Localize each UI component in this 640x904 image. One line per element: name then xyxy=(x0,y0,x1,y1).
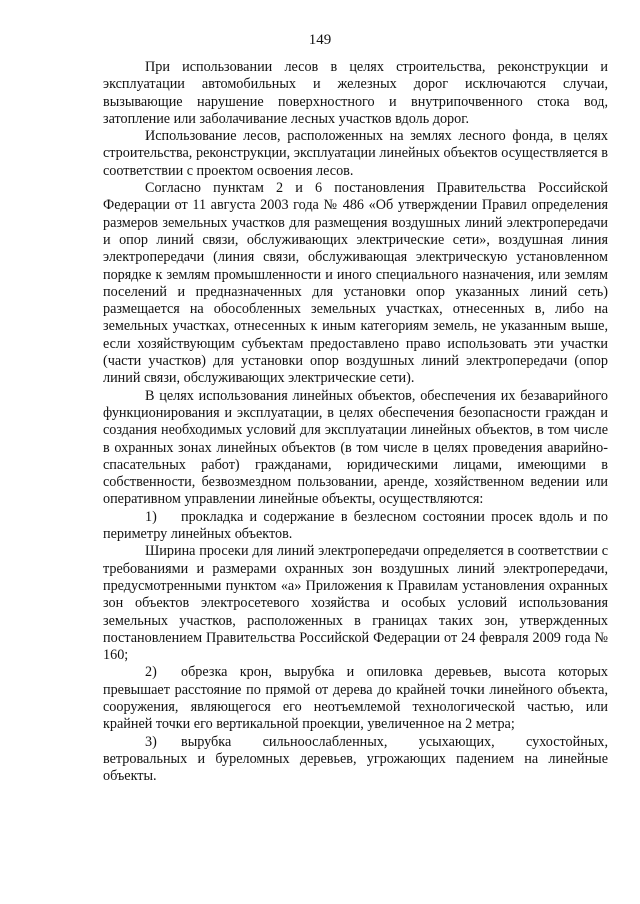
paragraph: Ширина просеки для линий электропередачи определяется в соответствии с требованиями и размерами охранных зон воздушных линий электропередачи, предусмотренными пунктом «а» Приложения к Правилам установления охранных зон объектов электросетевого хозяйства и особых условий использования земельных участков, расположенных в границах таких зон, утвержденных постановлением Правительства Российской Федерации от 24 февраля 2009 года № 160; xyxy=(103,543,608,664)
list-item xyxy=(103,734,608,786)
page-number: 149 xyxy=(308,32,332,48)
list-item-number: 1) xyxy=(145,508,157,525)
list-item xyxy=(103,664,608,733)
list-item-text: прокладка и содержание в безлесном состоянии просек вдоль и по периметру линейных объектов. xyxy=(103,508,608,543)
list-item-text: обрезка крон, вырубка и опиловка деревьев, высота которых превышает расстояние по прямой от дерева до крайней точки линейного объекта, сооружения, являющегося его неотъемлемой технологической частью, или крайней точки его вертикальной проекции, увеличенное на 2 метра; xyxy=(103,664,608,733)
paragraph: Согласно пунктам 2 и 6 постановления Правительства Российской Федерации от 11 августа 2003 года № 486 «Об утверждении Правил определения размеров земельных участков для размещения воздушных линий электропередачи и опор линий связи, обслуживающих электрические сети», воздушная линия электропередачи (линия связи, обслуживающая электрическую установленном порядке к землям промышленности и иного специального назначения, или землям поселений и предназначенных для установки опор указанных линий сеть) размещается на обособленных земельных участках, отнесенных в, либо на земельных участках, отнесенных к иным категориям земель, не указанным выше, если хозяйствующим субъектам предоставлено право использовать эти участки (части участков) для установки опор воздушных линий электропередачи (опор линий связи, обслуживающих электрические сети). xyxy=(103,180,608,387)
paragraph: В целях использования линейных объектов, обеспечения их безаварийного функционирования и эксплуатации, в целях обеспечения безопасности граждан и создания необходимых условий для эксплуатации линейных объектов, в том числе в охранных зонах линейных объектов (в том числе в целях проведения аварийно-спасательных работ) гражданами, юридическими лицами, имеющими в собственности, безвозмездном пользовании, аренде, хозяйственном ведении или оперативном управлении линейные объекты, осуществляются: xyxy=(103,387,608,508)
paragraph: При использовании лесов в целях строительства, реконструкции и эксплуатации автомобильных и железных дорог исключаются случаи, вызывающие нарушение поверхностного и внутрипочвенного стока вод, затопление или заболачивание лесных участков вдоль дорог. xyxy=(103,59,608,127)
list-item-text: вырубка сильноослабленных, усыхающих, сухостойных, ветровальных и буреломных деревьев, угрожающих падением на линейные объекты. xyxy=(103,733,608,785)
list-item-number: 3) xyxy=(145,733,157,750)
paragraph: Использование лесов, расположенных на землях лесного фонда, в целях строительства, реконструкции, эксплуатации линейных объектов осуществляется в соответствии с проектом освоения лесов. xyxy=(103,128,608,179)
document-body xyxy=(103,59,608,785)
list-item xyxy=(103,509,608,544)
list-item-number: 2) xyxy=(145,664,157,681)
